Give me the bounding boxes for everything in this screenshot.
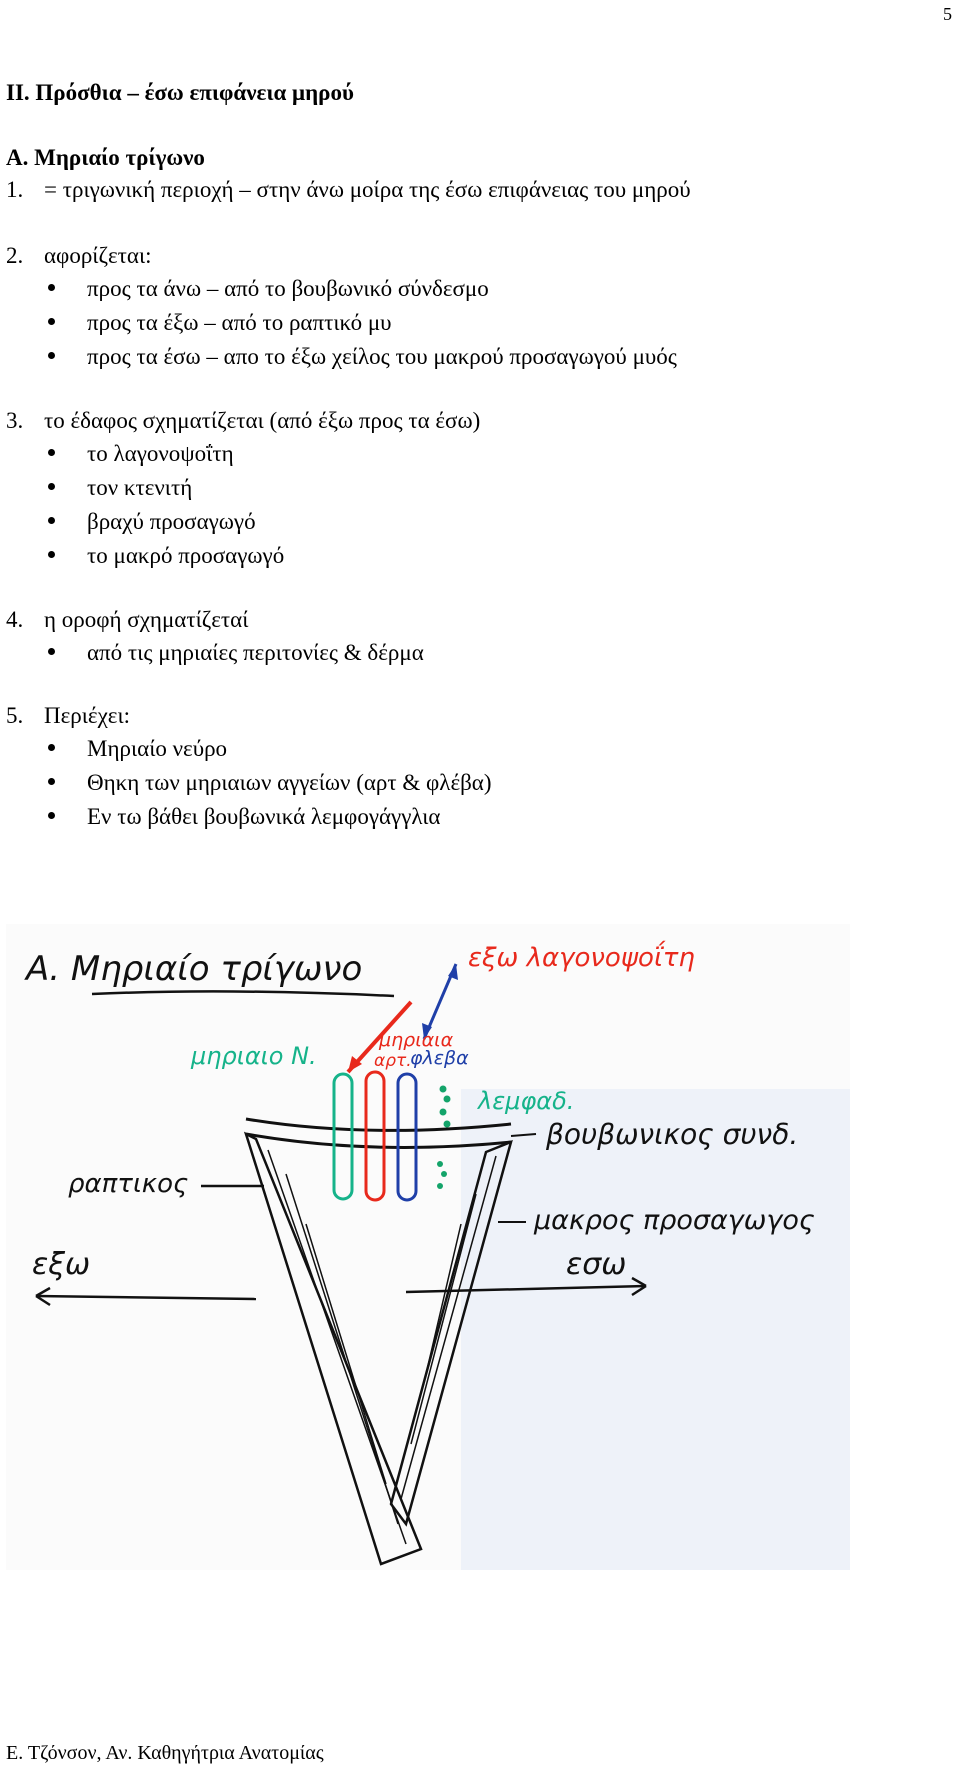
item-5-number: 5. <box>6 703 24 728</box>
footer-author: Ε. Τζόνσον, Αν. Καθηγήτρια Ανατομίας <box>6 1742 324 1764</box>
label-femoral-artery-top: μηριαια <box>379 1029 454 1051</box>
item-4-bullet-1: από τις μηριαίες περιτονίες & δέρμα <box>87 640 424 665</box>
label-iliopsoas: εξω λαγονοψοΐτη <box>468 943 695 973</box>
item-3-text: το έδαφος σχηματίζεται (από έξω προς τα έσω) <box>44 408 481 433</box>
label-lateral: εξω <box>32 1247 91 1282</box>
item-2-bullet-2: προς τα έξω – από το ραπτικό μυ <box>87 310 392 335</box>
item-3-number: 3. <box>6 408 24 433</box>
bullet-dot <box>48 284 55 291</box>
bullet-dot <box>48 517 55 524</box>
page-number: 5 <box>943 4 952 24</box>
label-femoral-vein: φλεβα <box>410 1047 469 1069</box>
bullet-dot <box>48 551 55 558</box>
item-5-bullet-1: Μηριαίο νεύρο <box>87 736 228 761</box>
bullet-dot <box>48 648 55 655</box>
bullet-dot <box>48 318 55 325</box>
item-2-bullet-3: προς τα έσω – απο το έξω χείλος του μακρού προσαγωγού μυός <box>87 344 677 369</box>
item-3-bullet-2: τον κτενιτή <box>87 475 193 500</box>
label-adductor-longus: μακρος προσαγωγος <box>534 1205 815 1236</box>
item-1-number: 1. <box>6 177 24 202</box>
item-5-bullet-2: Θηκη των μηριαιων αγγείων (αρτ & φλέβα) <box>87 770 492 795</box>
item-2-number: 2. <box>6 243 24 268</box>
bullet-dot <box>48 483 55 490</box>
item-4-number: 4. <box>6 607 24 632</box>
item-1-text: = τριγωνική περιοχή – στην άνω μοίρα της έσω επιφάνειας του μηρού <box>44 177 691 202</box>
drawing-title: Α. Μηριαίο τρίγωνο <box>26 949 363 989</box>
label-femoral-nerve: μηριαιο Ν. <box>191 1042 317 1070</box>
item-3-bullet-3: βραχύ προσαγωγό <box>87 509 256 534</box>
label-sartorius: ραπτικος <box>68 1169 189 1199</box>
bullet-dot <box>48 744 55 751</box>
item-5-bullet-3: Εν τω βάθει βουβωνικά λεμφογάγγλια <box>87 804 441 829</box>
bullet-dot <box>48 449 55 456</box>
femoral-triangle-drawing <box>6 924 850 1570</box>
bullet-dot <box>48 812 55 819</box>
label-lymph: λεμφαδ. <box>478 1087 575 1115</box>
item-5-text: Περιέχει: <box>44 703 131 728</box>
bullet-dot <box>48 778 55 785</box>
item-3-bullet-4: το μακρό προσαγωγό <box>87 543 285 568</box>
subsection-title: Α. Μηριαίο τρίγωνο <box>6 145 205 170</box>
label-femoral-artery-abbr: αρτ. <box>374 1051 412 1071</box>
section-title: II. Πρόσθια – έσω επιφάνεια μηρού <box>6 80 354 105</box>
item-2-bullet-1: προς τα άνω – από το βουβωνικό σύνδεσμο <box>87 276 489 301</box>
item-4-text: η οροφή σχηματίζεταί <box>44 607 249 632</box>
bullet-dot <box>48 352 55 359</box>
label-medial: εσω <box>566 1247 627 1282</box>
label-inguinal-ligament: βουβωνικος συνδ. <box>546 1118 799 1151</box>
item-2-text: αφορίζεται: <box>44 243 152 268</box>
item-3-bullet-1: το λαγονοψοΐτη <box>87 441 234 466</box>
